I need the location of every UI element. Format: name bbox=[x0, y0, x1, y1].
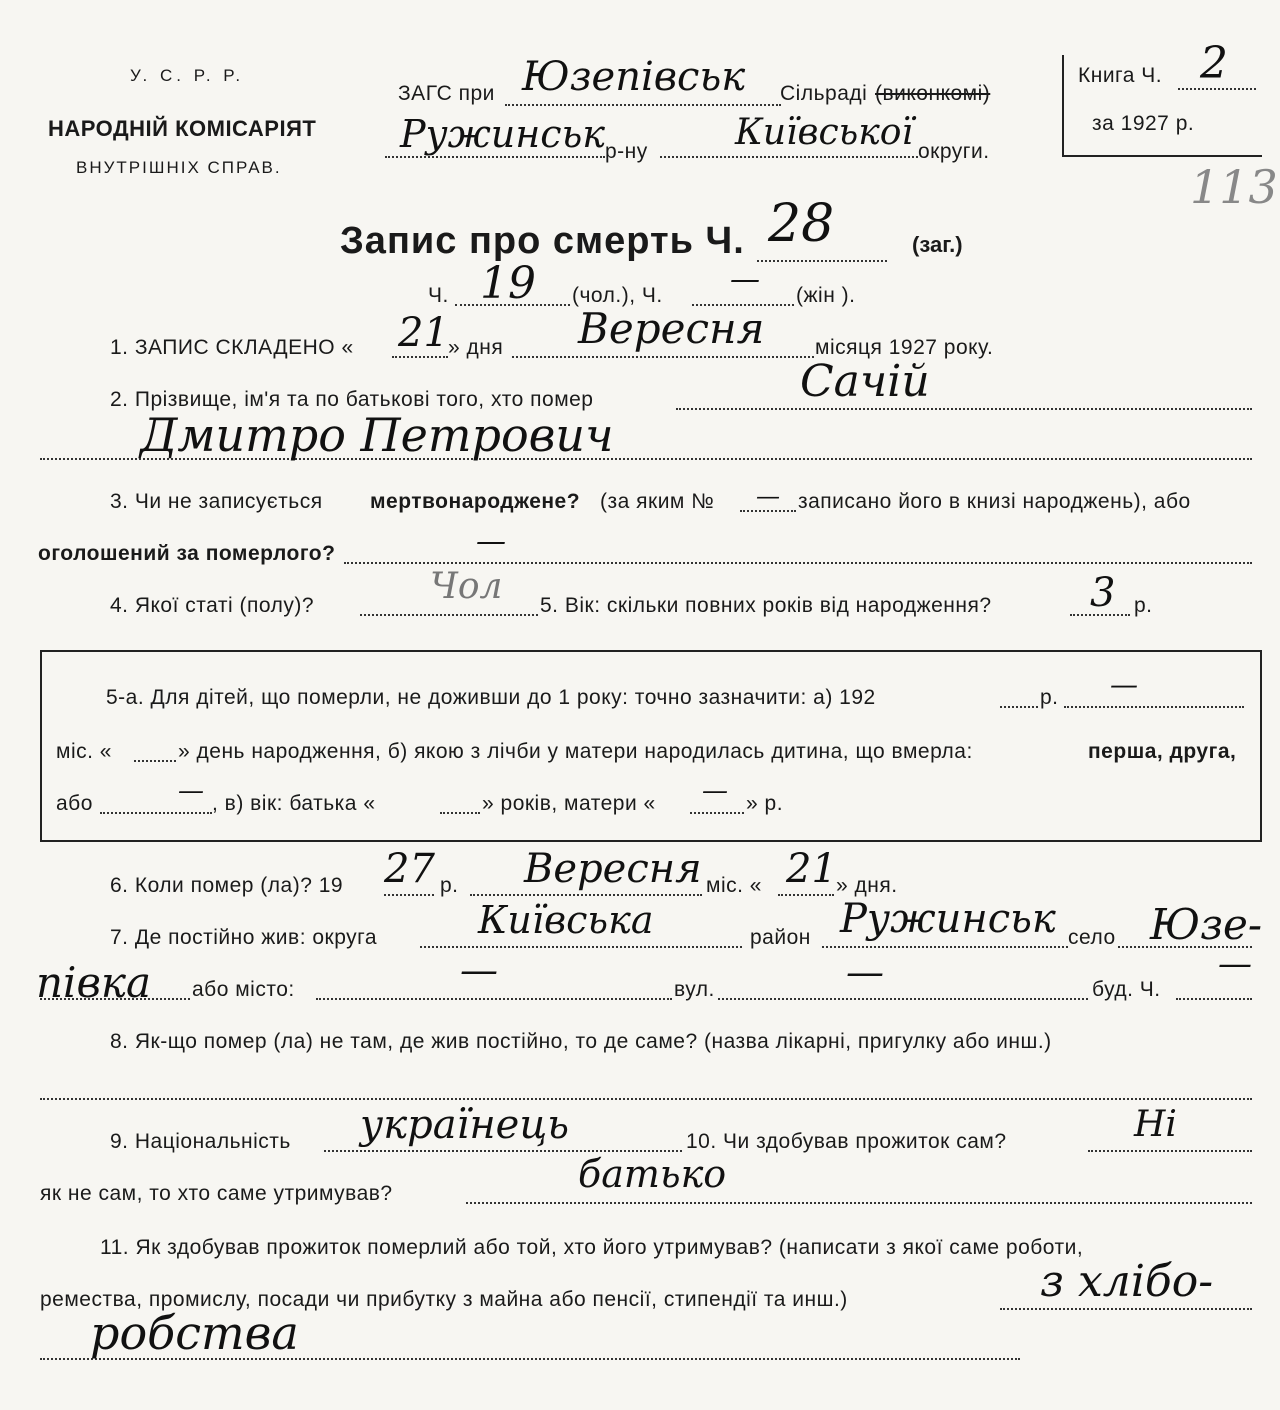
q2-line1[interactable] bbox=[676, 408, 1252, 410]
q7-misto: — bbox=[460, 948, 498, 992]
male-num: 19 bbox=[480, 258, 536, 309]
q7-selo-cont: півка bbox=[36, 958, 152, 1007]
q7-vul-line[interactable] bbox=[718, 998, 1088, 1000]
q5a-mother-r: » р. bbox=[746, 792, 784, 815]
q7-selo-cont-line[interactable] bbox=[40, 998, 190, 1000]
q3-stillborn: мертвонароджене? bbox=[370, 490, 581, 513]
q8-label: 8. Як-що помер (ла) не там, де жив постійно, то де саме? (назва лікарні, пригулку або инш.) bbox=[110, 1030, 1052, 1053]
q4-value: Чол bbox=[430, 566, 503, 607]
rayon-value: Ружинськ bbox=[400, 112, 605, 156]
book-number: 2 bbox=[1200, 38, 1228, 89]
record-title: Запис про смерть Ч. bbox=[340, 220, 745, 262]
q6-r: р. bbox=[440, 874, 459, 897]
ussr-header: У. С. Р. Р. bbox=[130, 66, 245, 85]
q6-year: 27 bbox=[384, 846, 435, 892]
q5a-mother-label: » років, матери « bbox=[482, 792, 656, 815]
q5a-or-line[interactable] bbox=[100, 812, 212, 814]
archive-number: 113 bbox=[1190, 160, 1278, 214]
q7-okruha: Київська bbox=[478, 898, 654, 942]
q7-rayon-line[interactable] bbox=[822, 946, 1068, 948]
q1-month-line[interactable] bbox=[512, 356, 814, 358]
q7-label: 7. Де постійно жив: округа bbox=[110, 926, 378, 949]
q5a-line1-value: — bbox=[1110, 668, 1138, 701]
q7-selo: Юзе- bbox=[1150, 900, 1263, 949]
q7-misto-label: або місто: bbox=[192, 978, 295, 1001]
q7-misto-line[interactable] bbox=[316, 998, 672, 1000]
okruhy-label: округи. bbox=[918, 140, 990, 163]
zhin-label: (жін ). bbox=[796, 284, 856, 307]
record-number: 28 bbox=[768, 194, 835, 254]
q2-label: 2. Прізвище, ім'я та по батькові того, хто помер bbox=[110, 388, 594, 411]
q6-mis: міс. « bbox=[706, 874, 762, 897]
q11-line2: ремества, промислу, посади чи прибутку з майна або пенсії, стипендії та инш.) bbox=[40, 1288, 848, 1311]
q5a-mother-value: — bbox=[702, 776, 728, 806]
q6-dnia: » дня. bbox=[836, 874, 898, 897]
q3-line2-value: — bbox=[476, 524, 506, 559]
q6-year-line[interactable] bbox=[384, 894, 434, 896]
zags-label: ЗАГС при bbox=[398, 82, 495, 105]
q6-label: 6. Коли помер (ла)? 19 bbox=[110, 874, 344, 897]
q5-r: р. bbox=[1134, 594, 1153, 617]
q9-label: 9. Національність bbox=[110, 1130, 291, 1153]
q5a-or-value: — bbox=[178, 776, 204, 806]
q7-selo-label: село bbox=[1068, 926, 1116, 949]
q6-month: Вересня bbox=[524, 846, 702, 892]
q7-rayon: Ружинськ bbox=[840, 896, 1056, 942]
q10-label: 10. Чи здобував прожиток сам? bbox=[686, 1130, 1007, 1153]
q10-value: Ні bbox=[1134, 1104, 1177, 1145]
q3-label: 3. Чи не записується bbox=[110, 490, 323, 513]
vykonkom-label: (виконкомі) bbox=[875, 82, 991, 105]
q5-label: 5. Вік: скільки повних років від народження? bbox=[540, 594, 992, 617]
q1-day-line[interactable] bbox=[392, 356, 448, 358]
q1-day: 21 bbox=[398, 310, 449, 356]
q5a-first-second: перша, друга, bbox=[1088, 740, 1237, 763]
female-num: — bbox=[730, 262, 760, 297]
q5a-father-label: , в) вік: батька « bbox=[212, 792, 376, 815]
q7-bud-label: буд. Ч. bbox=[1092, 978, 1161, 1001]
q4-label: 4. Якої статі (полу)? bbox=[110, 594, 315, 617]
q5a-line2: » день народження, б) якою з лічби у матери народилась дитина, що вмерла: bbox=[178, 740, 973, 763]
q10b-label: як не сам, то хто саме утримував? bbox=[40, 1182, 393, 1205]
q2-surname: Сачій bbox=[800, 356, 930, 407]
q7-bud-line[interactable] bbox=[1176, 998, 1252, 1000]
q11-line2-dots[interactable] bbox=[1000, 1308, 1252, 1310]
department-title: ВНУТРІШНІХ СПРАВ. bbox=[76, 158, 282, 177]
zag-label: (заг.) bbox=[912, 232, 963, 257]
q3-line2[interactable] bbox=[344, 562, 1252, 564]
q5a-line1: 5-а. Для дітей, що померли, не доживши до 1 року: точно зазначити: а) 192 bbox=[106, 686, 876, 709]
q11-value2: робства bbox=[90, 1306, 299, 1360]
rnu-label: р-ну bbox=[605, 140, 648, 163]
q5a-month-line[interactable] bbox=[134, 760, 176, 762]
q5a-year-r: р. bbox=[1040, 686, 1059, 709]
silrada-label: Сільраді bbox=[780, 82, 868, 105]
q9-value: українець bbox=[360, 1102, 570, 1148]
q4-line[interactable] bbox=[360, 614, 538, 616]
q10b-line[interactable] bbox=[466, 1202, 1252, 1204]
q5a-mother-line[interactable] bbox=[690, 812, 744, 814]
q3-declared-dead: оголошений за померлого? bbox=[38, 542, 336, 565]
q1-suffix: місяця 1927 року. bbox=[815, 336, 994, 359]
zags-line[interactable] bbox=[505, 104, 781, 106]
q1-month: Вересня bbox=[578, 304, 765, 353]
okruha-value: Київської bbox=[735, 112, 913, 153]
q1-dnia: » дня bbox=[448, 336, 504, 359]
q2-name: Дмитро Петрович bbox=[140, 408, 614, 462]
book-line bbox=[1178, 88, 1256, 90]
q10b-value: батько bbox=[578, 1152, 727, 1196]
okruha-line[interactable] bbox=[660, 156, 918, 158]
q7-bud: — bbox=[1218, 944, 1252, 984]
q10-line[interactable] bbox=[1088, 1150, 1252, 1152]
q6-day-line[interactable] bbox=[778, 894, 834, 896]
q7-vul: — bbox=[846, 950, 884, 994]
q7-vul-label: вул. bbox=[674, 978, 715, 1001]
book-label: Книга Ч. bbox=[1078, 64, 1163, 87]
q3-number: — bbox=[756, 482, 780, 510]
rayon-line[interactable] bbox=[385, 156, 605, 158]
q1-label: 1. ЗАПИС СКЛАДЕНО « bbox=[110, 336, 354, 359]
ch-label: Ч. bbox=[428, 284, 449, 307]
q5a-or: або bbox=[56, 792, 93, 815]
q5a-line1-dots[interactable] bbox=[1064, 706, 1244, 708]
q3-by-number: (за яким № bbox=[600, 490, 715, 513]
q7-rayon-label: район bbox=[750, 926, 811, 949]
book-year: за 1927 р. bbox=[1092, 112, 1195, 135]
record-number-line[interactable] bbox=[757, 260, 887, 262]
commissariat-title: НАРОДНІЙ КОМІСАРІЯТ bbox=[48, 116, 317, 141]
q11-line1: 11. Як здобував прожиток померлий або той, хто його утримував? (написати з якої саме роботи, bbox=[100, 1236, 1084, 1259]
q6-month-line[interactable] bbox=[470, 894, 702, 896]
q3-recorded: записано його в книзі народжень), або bbox=[798, 490, 1191, 513]
q11-value: з хлібо- bbox=[1040, 1256, 1214, 1307]
q6-day: 21 bbox=[786, 846, 837, 892]
q5a-year-line[interactable] bbox=[1000, 706, 1038, 708]
chol-label: (чол.), Ч. bbox=[572, 284, 663, 307]
q3-number-line[interactable] bbox=[740, 510, 796, 512]
q5-age: 3 bbox=[1090, 570, 1116, 616]
q8-line[interactable] bbox=[40, 1098, 1252, 1100]
q5a-month-label: міс. « bbox=[56, 740, 112, 763]
zags-value: Юзепівськ bbox=[522, 54, 746, 100]
q5a-father-line[interactable] bbox=[440, 812, 480, 814]
